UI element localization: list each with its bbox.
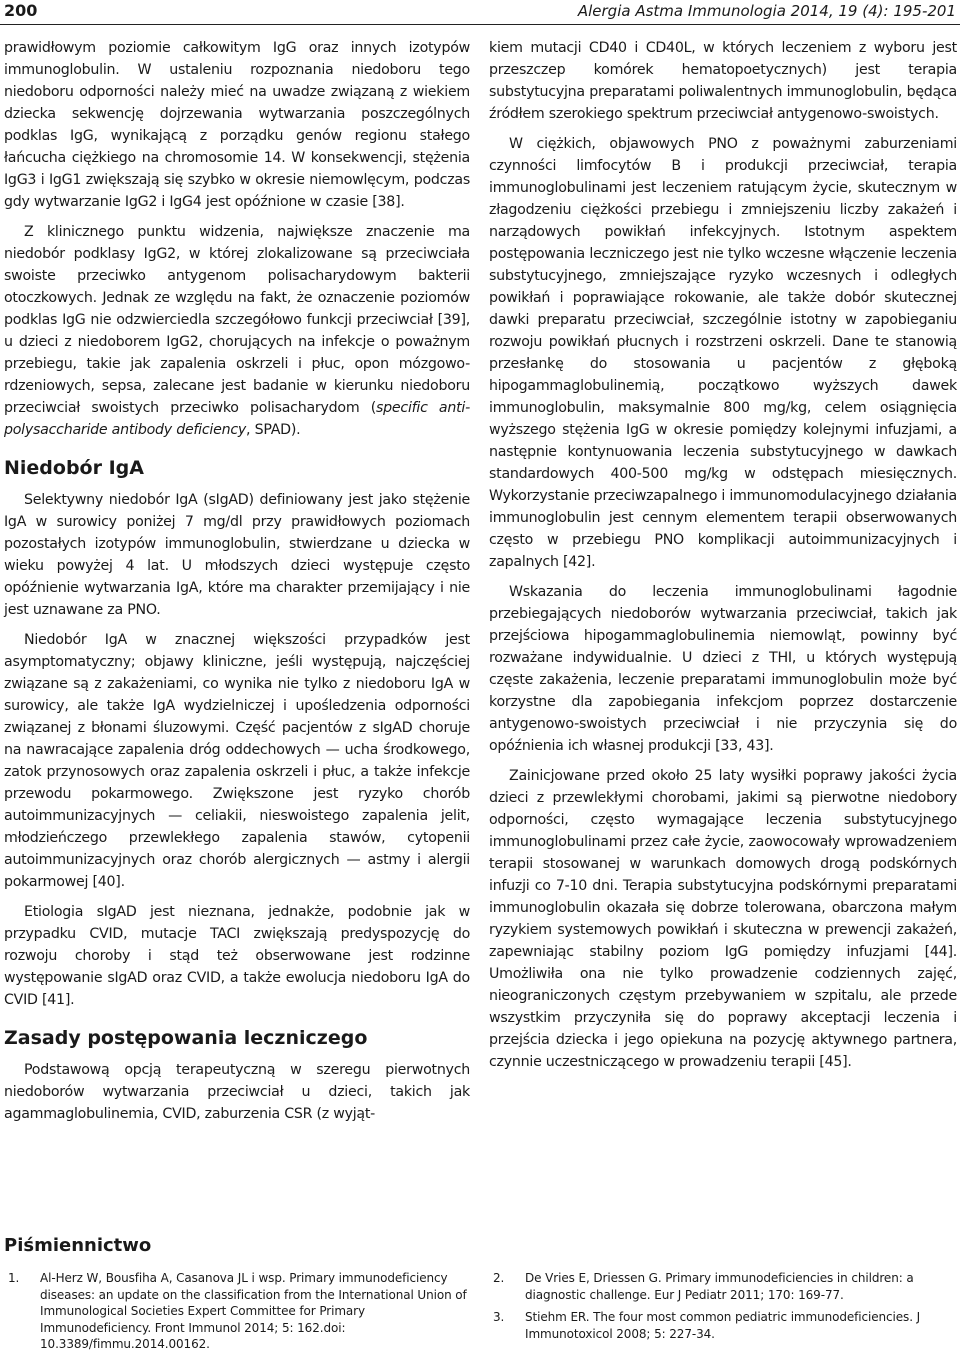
section-heading-iga: Niedobór IgA (4, 457, 144, 479)
paragraph: Selektywny niedobór IgA (sIgAD) definiowany jest jako stężenie IgA w surowicy poniżej 7 mg/dl przy prawidłowych poziomach pozostałych izotypów immunoglobulin, stwierdzane u dziecka w wieku powyżej 4 lat. U młodszych dzieci występuje często opóźnienie wytwarzania IgA, które ma charakter przemijający i nie jest uznawane za PNO. (4, 492, 470, 618)
reference-item (489, 1270, 957, 1303)
page-header (0, 0, 960, 25)
paragraph: Etiologia sIgAD jest nieznana, jednakże, podobnie jak w przypadku CVID, mutacje TACI zwiększają predyspozycję do rozwoju choroby i stąd też obserwowane jest rodzinne występowanie sIgAD oraz CVID, a także ewolucja niedoboru IgA do CVID [41]. (4, 904, 470, 1008)
italic-term: specific anti-polysaccharide antibody deficiency (4, 400, 470, 438)
references-heading: Piśmiennictwo (4, 1235, 152, 1256)
paragraph: Podstawową opcją terapeutyczną w szeregu pierwotnych niedoborów wytwarzania przeciwciał u dzieci, takich jak agammaglobulinemia, CVID, zaburzenia CSR (z wyjąt- (4, 1062, 470, 1122)
reference-text: Al-Herz W, Bousfiha A, Casanova JL i wsp. Primary immunodeficiency diseases: an update on the classification from the International Union of Immunological Societies Expert Committee for Primary Immunodeficiency. Front Immunol 2014; 5: 162.doi: 10.3389/fimmu.2014.00162. (40, 1271, 467, 1351)
section-heading-treatment: Zasady postępowania leczniczego (4, 1027, 368, 1049)
reference-number: 1. (8, 1271, 20, 1285)
references-left (4, 1270, 470, 1359)
page-number: 200 (4, 1, 38, 20)
reference-item (4, 1270, 470, 1353)
paragraph: Wskazania do leczenia immunoglobulinami łagodnie przebiegających niedoborów wytwarzania przeciwciał, takich jak przejściowa hipogammaglobulinemia niemowląt, powinny być rozważane indywidualnie. U dzieci z THI, u których występują częste zakażenia, leczenie preparatami immunoglobulin może być korzystne dla zapobiegania infekcjom poprzez dostarczenie antygenowo-swoistych przeciwciał i nie przyczynia się do opóźnienia ich własnej produkcji [33, 43]. (489, 584, 957, 754)
references-right (489, 1270, 957, 1348)
reference-text: Stiehm ER. The four most common pediatric immunodeficiencies. J Immunotoxicol 2008; 5: 227-34. (525, 1310, 921, 1341)
paragraph (4, 221, 470, 441)
paragraph: kiem mutacji CD40 i CD40L, w których leczeniem z wyboru jest przeszczep komórek hematopoetycznych) jest terapia substytucyjna preparatami poliwalentnych immunoglobulin, będąca źródłem szerokiego spektrum przeciwciał antygenowo-swoistych. (489, 40, 957, 122)
paragraph-text: , SPAD). (246, 422, 301, 438)
paragraph: W ciężkich, objawowych PNO z poważnymi zaburzeniami czynności limfocytów B i produkcji przeciwciał, terapia immunoglobulinami jest leczeniem ratującym życie, skutecznym w złagodzeniu ciężkości przebiegu i zmniejszeniu liczby zakażeń i narządowych powikłań infekcyjnych. Istotnym aspektem postępowania leczniczego jest nie tylko wczesne włączenie leczenia substytucyjnego, zmniejszające ryzyko wczesnych i odległych powikłań i poprawiające rokowanie, ale także dobór skutecznej dawki preparatu przeciwciał, szczególnie istotny w zapobieganiu rozwoju powikłań płucnych i rozstrzeni oskrzeli. Dane te stanowią przesłankę do stosowania u pacjentów z głęboką hipogammaglobulinemią, początkowo wyższych dawek immunoglobulin, maksymalnie 800 mg/kg, celem osiągnięcia wyższego stężenia IgG w okresie pomiędzy kolejnymi infuzjami, a następnie kontynuowania leczenia substytucyjnego w dawkach standardowych 400-500 mg/kg w odstępach miesięcznych. Wykorzystanie przeciwzapalnego i immunomodulacyjnego działania immunoglobulin jest cennym elementem terapii obserwowanych często w przebiegu PNO komplikacji autoimmunizacyjnych i zapalnych [42]. (489, 136, 957, 570)
left-column (4, 37, 470, 1133)
paragraph-text: Z klinicznego punktu widzenia, największe znaczenie ma niedobór podklasy IgG2, w której zlokalizowane są przeciwciała swoiste przeciwko antygenom polisacharydowym bakterii otoczkowych. Jednak ze względu na fakt, że oznaczenie poziomów podklas IgG nie odzwierciedla szczegółowo funkcji przeciwciał [39], u dzieci z niedoborem IgG2, chorujących na infekcje o poważnym przebiegu, takie jak zapalenia oskrzeli i płuc, opon mózgowo-rdzeniowych, sepsa, zalecane jest badanie w kierunku niedoboru przeciwciał swoistych przeciwko polisacharydom ( (4, 224, 470, 416)
reference-text: De Vries E, Driessen G. Primary immunodeficiencies in children: a diagnostic challenge. Eur J Pediatr 2011; 170: 169-77. (525, 1271, 914, 1302)
journal-citation: Alergia Astma Immunologia 2014, 19 (4): 195-201 (577, 2, 956, 20)
paragraph: prawidłowym poziomie całkowitym IgG oraz innych izotypów immunoglobulin. W ustaleniu rozpoznania niedoboru tego niedoboru odporności należy mieć na uwadze związaną z wiekiem dziecka sekwencję dojrzewania wytwarzania poszczególnych podklas IgG, wynikającą z porządku genów regionu stałego łańcucha ciężkiego na chromosomie 14. W konsekwencji, stężenia IgG3 i IgG1 zwiększają się szybko w okresie niemowlęcym, podczas gdy wytwarzanie IgG2 i IgG4 jest opóźnione w czasie [38]. (4, 40, 470, 210)
reference-number: 3. (493, 1310, 505, 1324)
reference-number: 2. (493, 1271, 505, 1285)
reference-item (489, 1309, 957, 1342)
paragraph: Zainicjowane przed około 25 laty wysiłki poprawy jakości życia dzieci z przewlekłymi chorobami, jakimi są pierwotne niedobory odporności, często wymagające leczenia substytucyjnego immunoglobulinami przez całe życie, zaowocowały wprowadzeniem terapii stosowanej w warunkach domowych drogą podskórnych infuzji co 7-10 dni. Terapia substytucyjna podskórnymi preparatami immunoglobulin okazała się dobrze tolerowana, obarczona małym ryzykiem systemowych powikłań i skuteczna w prewencji zakażeń, zapewniając stabilny poziom IgG pomiędzy infuzjami [44]. Umożliwiła ona nie tylko prowadzenie codziennych zajęć, nieograniczonych częstym przebywaniem w szpitalu, ale przede wszystkim przyczyniła się do poprawy akceptacji leczenia i przejścia dziecka i jego opiekuna na pozycję aktywnego partnera, czynnie uczestniczącego w prowadzeniu terapii [45]. (489, 768, 957, 1070)
right-column (489, 37, 957, 1081)
paragraph: Niedobór IgA w znacznej większości przypadków jest asymptomatyczny; objawy kliniczne, jeśli występują, najczęściej związane są z zakażeniami, co wynika nie tylko z niedoboru IgA w surowicy, ale także IgA wydzielniczej i upośledzenia odporności związanej z błonami śluzowymi. Część pacjentów z sIgAD choruje na nawracające zapalenia dróg oddechowych — ucha środkowego, zatok przynosowych oraz zapalenia oskrzeli i płuc, a także infekcje przewodu pokarmowego. Zwiększone jest ryzyko chorób autoimmunizacyjnych — celiakii, nieswoistego zapalenia jelit, młodzieńczego przewlekłego zapalenia stawów, cytopenii autoimmunizacyjnych oraz chorób alergicznych — astmy i alergii pokarmowej [40]. (4, 632, 470, 890)
